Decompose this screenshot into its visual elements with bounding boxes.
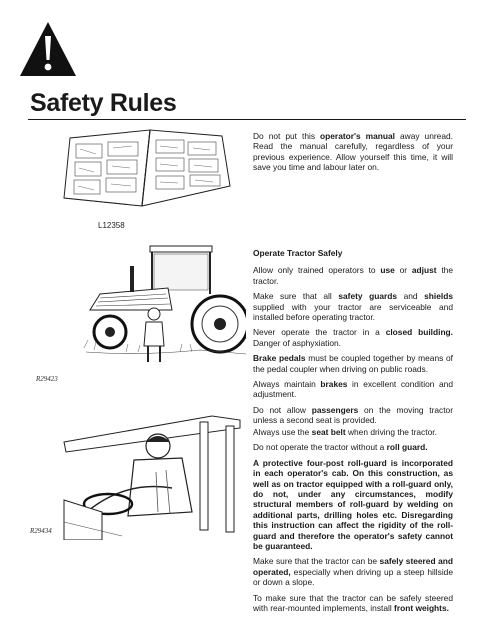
- rule-closed-building: Never operate the tractor in a closed building. Danger of asphyxiation.: [253, 327, 454, 348]
- rule-passengers: Do not allow passengers on the moving tractor unless a second seat is provided.: [253, 404, 454, 426]
- section-roll-guard: [253, 427, 453, 614]
- page-title: Safety Rules: [30, 89, 177, 117]
- section-heading: Operate Tractor Safely: [253, 248, 343, 258]
- rule-front-weights: To make sure that the tractor can be safely steered with rear-mounted implements, install front weights.: [253, 592, 453, 614]
- tractor-illustration: [80, 244, 246, 366]
- warning-triangle-icon: [18, 20, 78, 80]
- figure-label-manual: L12358: [98, 221, 125, 230]
- rule-four-post-roll-guard: A protective four-post roll-guard is incorporated in each operator's cab. On this construction, as well as on tractor equipped with a roll-guard only, do not, under any circumstances, modify structural members of roll-guard by welding on additional parts, drilling holes etc. Disregarding this instruction can affect the rigidity of the roll-guard and therefore the operator's safety cannot be guaranteed.: [253, 457, 453, 552]
- intro-paragraph: Do not put this operator's manual away unread. Read the manual carefully, regardless of your previous experience. Allow yourself this time, it will save you time and labour later on.: [253, 131, 453, 173]
- section-operate-tractor-safely: [253, 248, 453, 426]
- cab-interior-illustration: [62, 412, 242, 540]
- figure-label-cab: R29434: [30, 527, 52, 535]
- figure-label-tractor: R29423: [36, 375, 58, 383]
- rule-maintain-brakes: Always maintain brakes in excellent condition and adjustment.: [253, 379, 453, 400]
- rule-seat-belt: Always use the seat belt when driving the tractor.: [253, 427, 437, 437]
- title-rule: [28, 119, 466, 120]
- rule-safely-steered: Make sure that the tractor can be safely steered and operated, especially when driving up a steep hillside or down a slope.: [253, 556, 453, 588]
- manual-illustration: [58, 128, 236, 218]
- rule-brake-pedals: Brake pedals must be coupled together by means of the pedal coupler when driving on public roads.: [253, 353, 453, 374]
- rule-trained-operators: Allow only trained operators to use or adjust the tractor.: [253, 265, 453, 286]
- rule-safety-guards: Make sure that all safety guards and shields supplied with your tractor are serviceable and installed before operating tractor.: [253, 291, 453, 323]
- rule-roll-guard: Do not operate the tractor without a roll guard.: [253, 442, 428, 453]
